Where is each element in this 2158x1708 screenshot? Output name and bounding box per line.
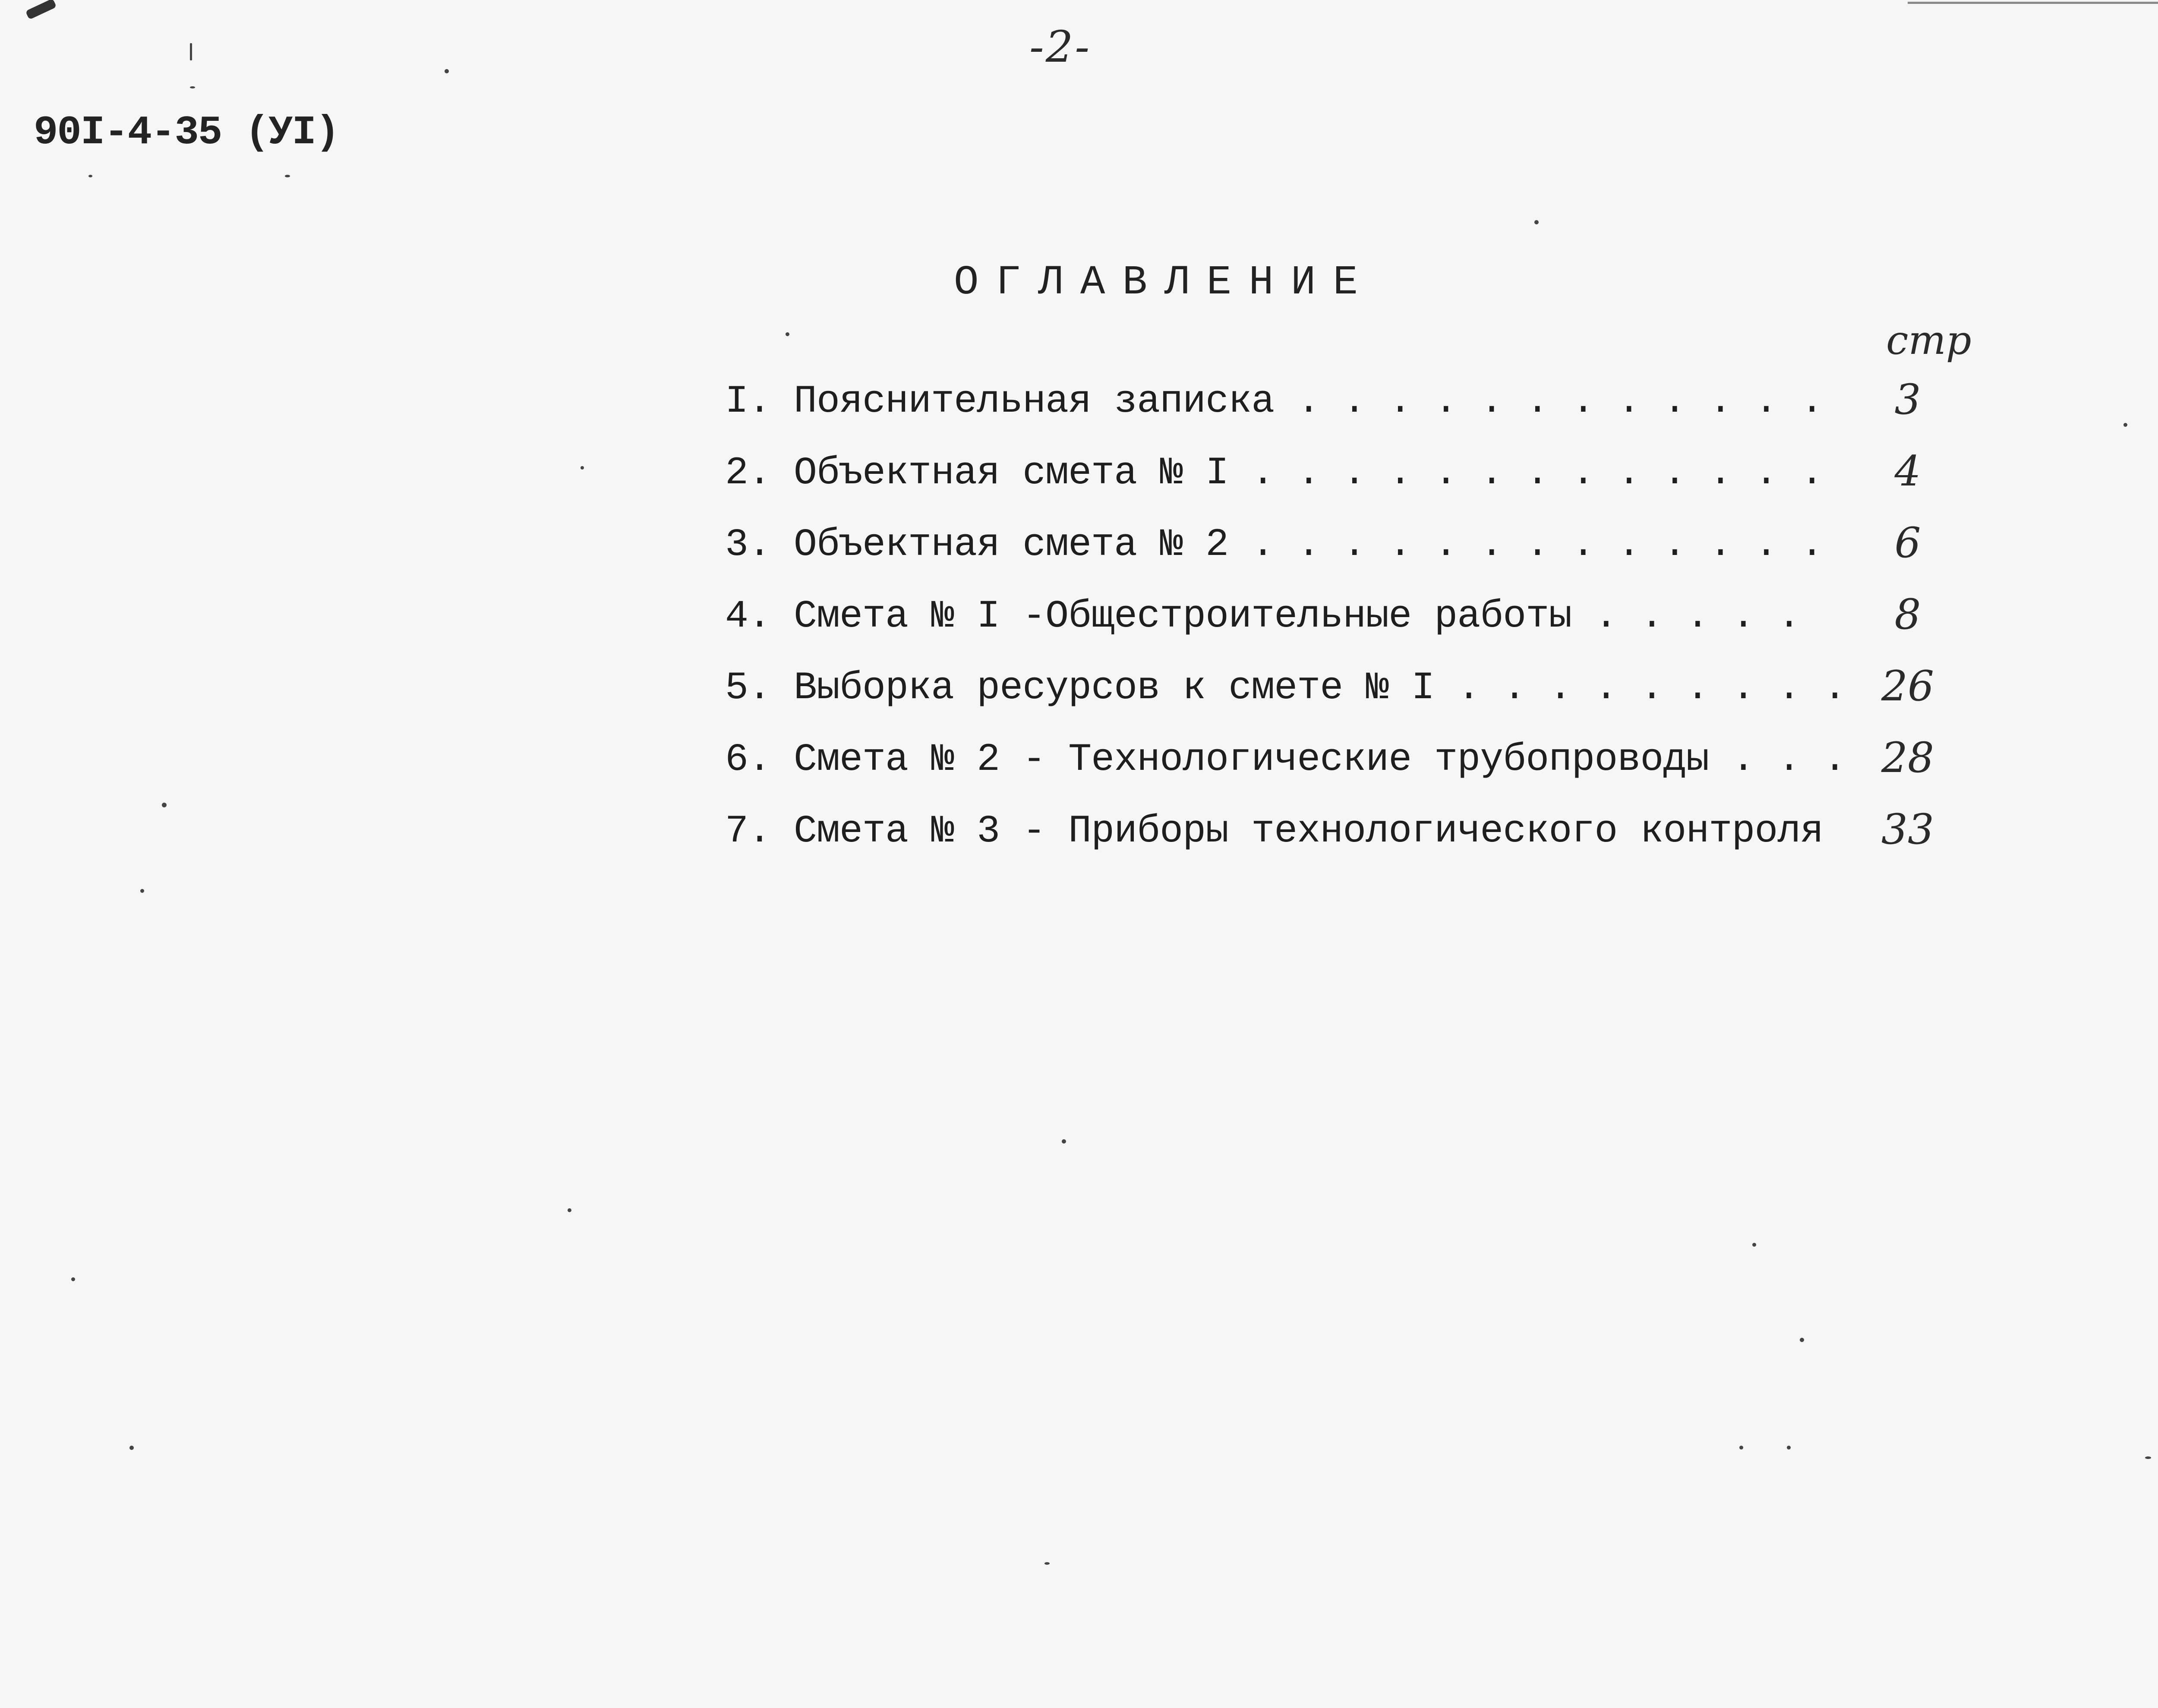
scan-speck	[140, 889, 144, 893]
toc-entry-label: I. Пояснительная записка . . . . . . . . . . . .	[725, 380, 1824, 424]
scan-speck	[1534, 220, 1539, 224]
toc-title: ОГЛАВЛЕНИЕ	[954, 259, 1376, 306]
toc-entry-page: 4	[1894, 447, 1921, 495]
scan-speck	[285, 175, 290, 177]
scan-speck	[190, 86, 195, 88]
toc-entry	[725, 734, 1951, 790]
scan-edge-line	[1908, 2, 2158, 4]
scan-speck	[1800, 1338, 1804, 1342]
toc-entry	[725, 805, 1951, 861]
scan-speck	[568, 1208, 571, 1212]
scan-speck	[2123, 423, 2127, 427]
page-column-header: стр	[1886, 317, 1972, 363]
scan-speck	[1044, 1562, 1050, 1565]
scan-speck	[786, 332, 789, 336]
scan-speck	[71, 1277, 75, 1281]
toc-entry-label: 2. Объектная смета № I . . . . . . . . . . . . .	[725, 451, 1824, 495]
scan-speck	[1752, 1243, 1756, 1247]
toc-entry	[725, 519, 1951, 575]
toc-entry	[725, 590, 1951, 646]
toc-entry-label: 4. Смета № I -Общестроительные работы . . . . .	[725, 595, 1801, 639]
toc-entry-page: 33	[1881, 805, 1934, 854]
scan-speck	[162, 803, 167, 807]
toc-entry	[725, 662, 1951, 718]
scan-speck	[1739, 1446, 1743, 1450]
scan-speck	[1062, 1139, 1066, 1144]
toc-entry-page: 26	[1881, 662, 1934, 710]
scan-speck	[1787, 1446, 1791, 1450]
toc-entry-page: 3	[1894, 375, 1921, 424]
toc-entry-page: 8	[1894, 590, 1921, 639]
toc-entry	[725, 447, 1951, 503]
toc-entry-label: 3. Объектная смета № 2 . . . . . . . . . . . . .	[725, 523, 1824, 567]
scan-speck	[445, 69, 449, 73]
scan-speck	[129, 1446, 134, 1450]
toc-entry-page: 6	[1894, 519, 1921, 567]
toc-entry-page: 28	[1881, 734, 1934, 782]
scan-speck	[2145, 1456, 2151, 1459]
scan-speck	[88, 175, 92, 177]
document-code: 90I-4-35 (УI)	[34, 110, 339, 156]
scan-speck	[190, 43, 192, 60]
toc-entry-label: 7. Смета № 3 - Приборы технологического контроля	[725, 810, 1824, 854]
scan-speck	[581, 466, 584, 470]
page-number: -2-	[1029, 22, 1092, 72]
toc-entry	[725, 375, 1951, 432]
toc-entry-label: 6. Смета № 2 - Технологические трубопроводы . . .	[725, 738, 1846, 782]
scan-mark	[25, 0, 57, 20]
toc-entry-label: 5. Выборка ресурсов к смете № I . . . . . . . . .	[725, 666, 1846, 710]
